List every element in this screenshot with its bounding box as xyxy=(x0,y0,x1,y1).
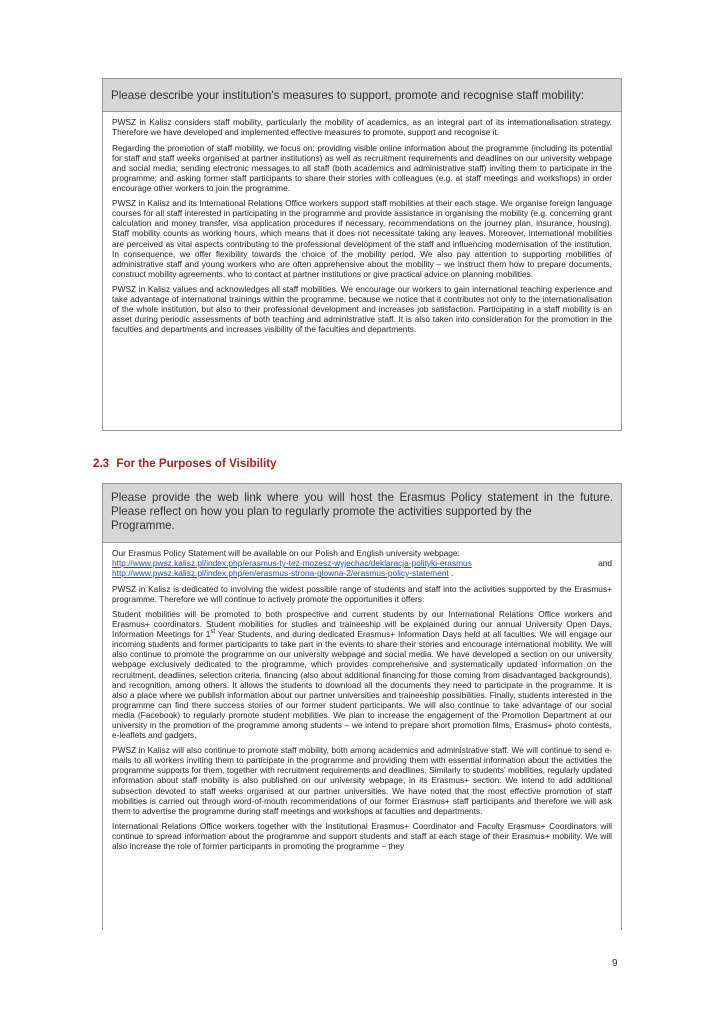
and-text: and xyxy=(598,558,612,569)
answer-paragraph: Regarding the promotion of staff mobility, we focus on: providing visible online information about the programme (including its potential for staff and staff weeks organised at partner institutions) as well as recruitment requirements and deadlines on our university webpage and social media; sending electronic messages to all staff (both academics and administrative staff) inviting them to participate in the programme; and asking former staff participants to share their stories with colleagues (e.g. at staff meetings and workshops) in order encourage other workers to join the programme. xyxy=(112,142,612,193)
section-title: For the Purposes of Visibility xyxy=(116,457,277,470)
answer-paragraph: International Relations Office workers together with the Institutional Erasmus+ Coordinator and Faculty Erasmus+ Coordinators will continue to spread information about the programme and support students and staff at each stage of their Erasmus+ mobility. We will also increase the role of former participants in promoting the programme – they xyxy=(112,821,612,852)
section-heading xyxy=(93,457,277,470)
visibility-answer xyxy=(103,543,621,851)
staff-mobility-question-box xyxy=(102,78,622,431)
answer-paragraph xyxy=(112,609,612,740)
policy-intro-text: Our Erasmus Policy Statement will be available on our Polish and English university webpage: xyxy=(112,548,460,558)
visibility-question-box xyxy=(102,483,622,930)
student-mobility-text-b: Year Students, and during dedicated Erasmus+ Information Days held at all faculties. We will engage our incoming students and former participants to take part in the events to share their stories and encourage international mobility. We will also continue to promote the programme on our university webpage and social media. We have developed a section on our university webpage exclusively dedicated to the programme, which provides comprehensive and systematically updated information on the recruitment, deadlines, selection criteria, financing (also about additional financing for those coming from disadvantaged backgrounds), and recognition, among others. It allows the students to download all the documents they need to participate in the programme. It is also a place where we publish information about our partner universities and traineeship possibilities. Finally, students interested in the programme can find there success stories of our former student participants. We will also continue to take advantage of our social media (Facebook) to regularly promote student mobilities. We plan to increase the engagement of the Promotion Department at our university in the promotion of the programme among students – we intend to prepare short promotion films, Erasmus+ photo contests, e-leaflets and gadgets. xyxy=(112,629,612,740)
page-number: 9 xyxy=(612,958,618,969)
answer-paragraph: PWSZ in Kalisz considers staff mobility, particularly the mobility of academics, as an integral part of its internationalisation strategy. Therefore we have developed and implemented effective measures to promote, support and recognise it. xyxy=(112,117,612,138)
staff-mobility-question: Please describe your institution's measures to support, promote and recognise staff mobility: xyxy=(103,79,621,112)
answer-paragraph-links xyxy=(112,548,612,578)
answer-paragraph: PWSZ in Kalisz values and acknowledges all staff mobilities. We encourage our workers to gain international teaching experience and take advantage of international trainings within the programme, because we notice that it contributes not only to the internationalisation of the whole institution, but also to their professional development and increases job satisfaction. Participating in a staff mobility is an asset during periodic assessments of both teaching and administrative staff. It is also taken into consideration for the promotion in the faculties and departments and increases visibility of the faculties and departments. xyxy=(112,284,612,335)
visibility-question-last-line: Programme. xyxy=(111,519,175,532)
section-number: 2.3 xyxy=(93,457,110,470)
visibility-question xyxy=(103,484,621,543)
superscript-st: st xyxy=(210,629,216,636)
staff-mobility-answer xyxy=(103,112,621,334)
english-policy-link[interactable]: http://www.pwsz.kalisz.pl/index.php/en/erasmus-strona-glowna-2/erasmus-policy-statement xyxy=(112,568,449,579)
link-tail: . xyxy=(448,568,454,579)
answer-paragraph: PWSZ in Kalisz is dedicated to involving the widest possible range of students and staff into the activities supported by the Erasmus+ programme. Therefore we will continue to actively promote the opportunities it offers. xyxy=(112,583,612,604)
answer-paragraph: PWSZ in Kalisz and its International Relations Office workers support staff mobilities at their each stage. We organise foreign language courses for all staff interested in participating in the programme and provide assistance in organising the mobility (e.g. concerning grant calculation and money transfer, visa application procedures if necessary, recommendations on the journey plan, insurance, housing). Staff mobility counts as working hours, which means that it does not necessitate taking any leaves. Moreover, international mobilities are perceived as vital aspects contributing to the professional development of the staff and influencing modernisation of the institution. In consequence, we offer flexibility towards the choice of the mobility period. We also pay attention to supporting mobilities of administrative staff and young workers who are often apprehensive about the mobility – we instruct them how to prepare documents, construct mobility agreements, who to contact at partner institutions or give practical advice on planning mobilities. xyxy=(112,198,612,279)
visibility-question-text: Please provide the web link where you will host the Erasmus Policy statement in the future. Please reflect on how you plan to regularly promote the activities supported by the xyxy=(111,491,613,518)
student-mobility-text-a: Student mobilities will be promoted to both prospective and current students by our International Relations Office workers and Erasmus+ coordinators. Student mobilities for studies and traineeship will be explained during our annual University Open Days, Information Meetings for 1 xyxy=(112,609,612,640)
answer-paragraph: PWSZ in Kalisz will also continue to promote staff mobility, both among academics and administrative staff. We will continue to send e-mails to all workers inviting them to participate in the programme and providing them with essential information about the activities the programme supports for them, together with recruitment requirements and deadlines. Similarly to students' mobilities, regularly updated information about staff mobility is also published on our university webpage, in its Erasmus+ section. We intend to add additional subsection devoted to staff weeks organised at our partner universities. We have noted that the most effective promotion of staff mobilities is carried out through word-of-mouth recommendations of our former Erasmus+ staff participants and therefore we will ask them to advertise the programme during staff meetings and workshops at faculties and departments. xyxy=(112,745,612,816)
polish-policy-link[interactable]: http://www.pwsz.kalisz.pl/index.php/erasmus-ty-tez-mozesz-wyjechac/deklaracja-polityki-erasmus xyxy=(112,558,472,569)
